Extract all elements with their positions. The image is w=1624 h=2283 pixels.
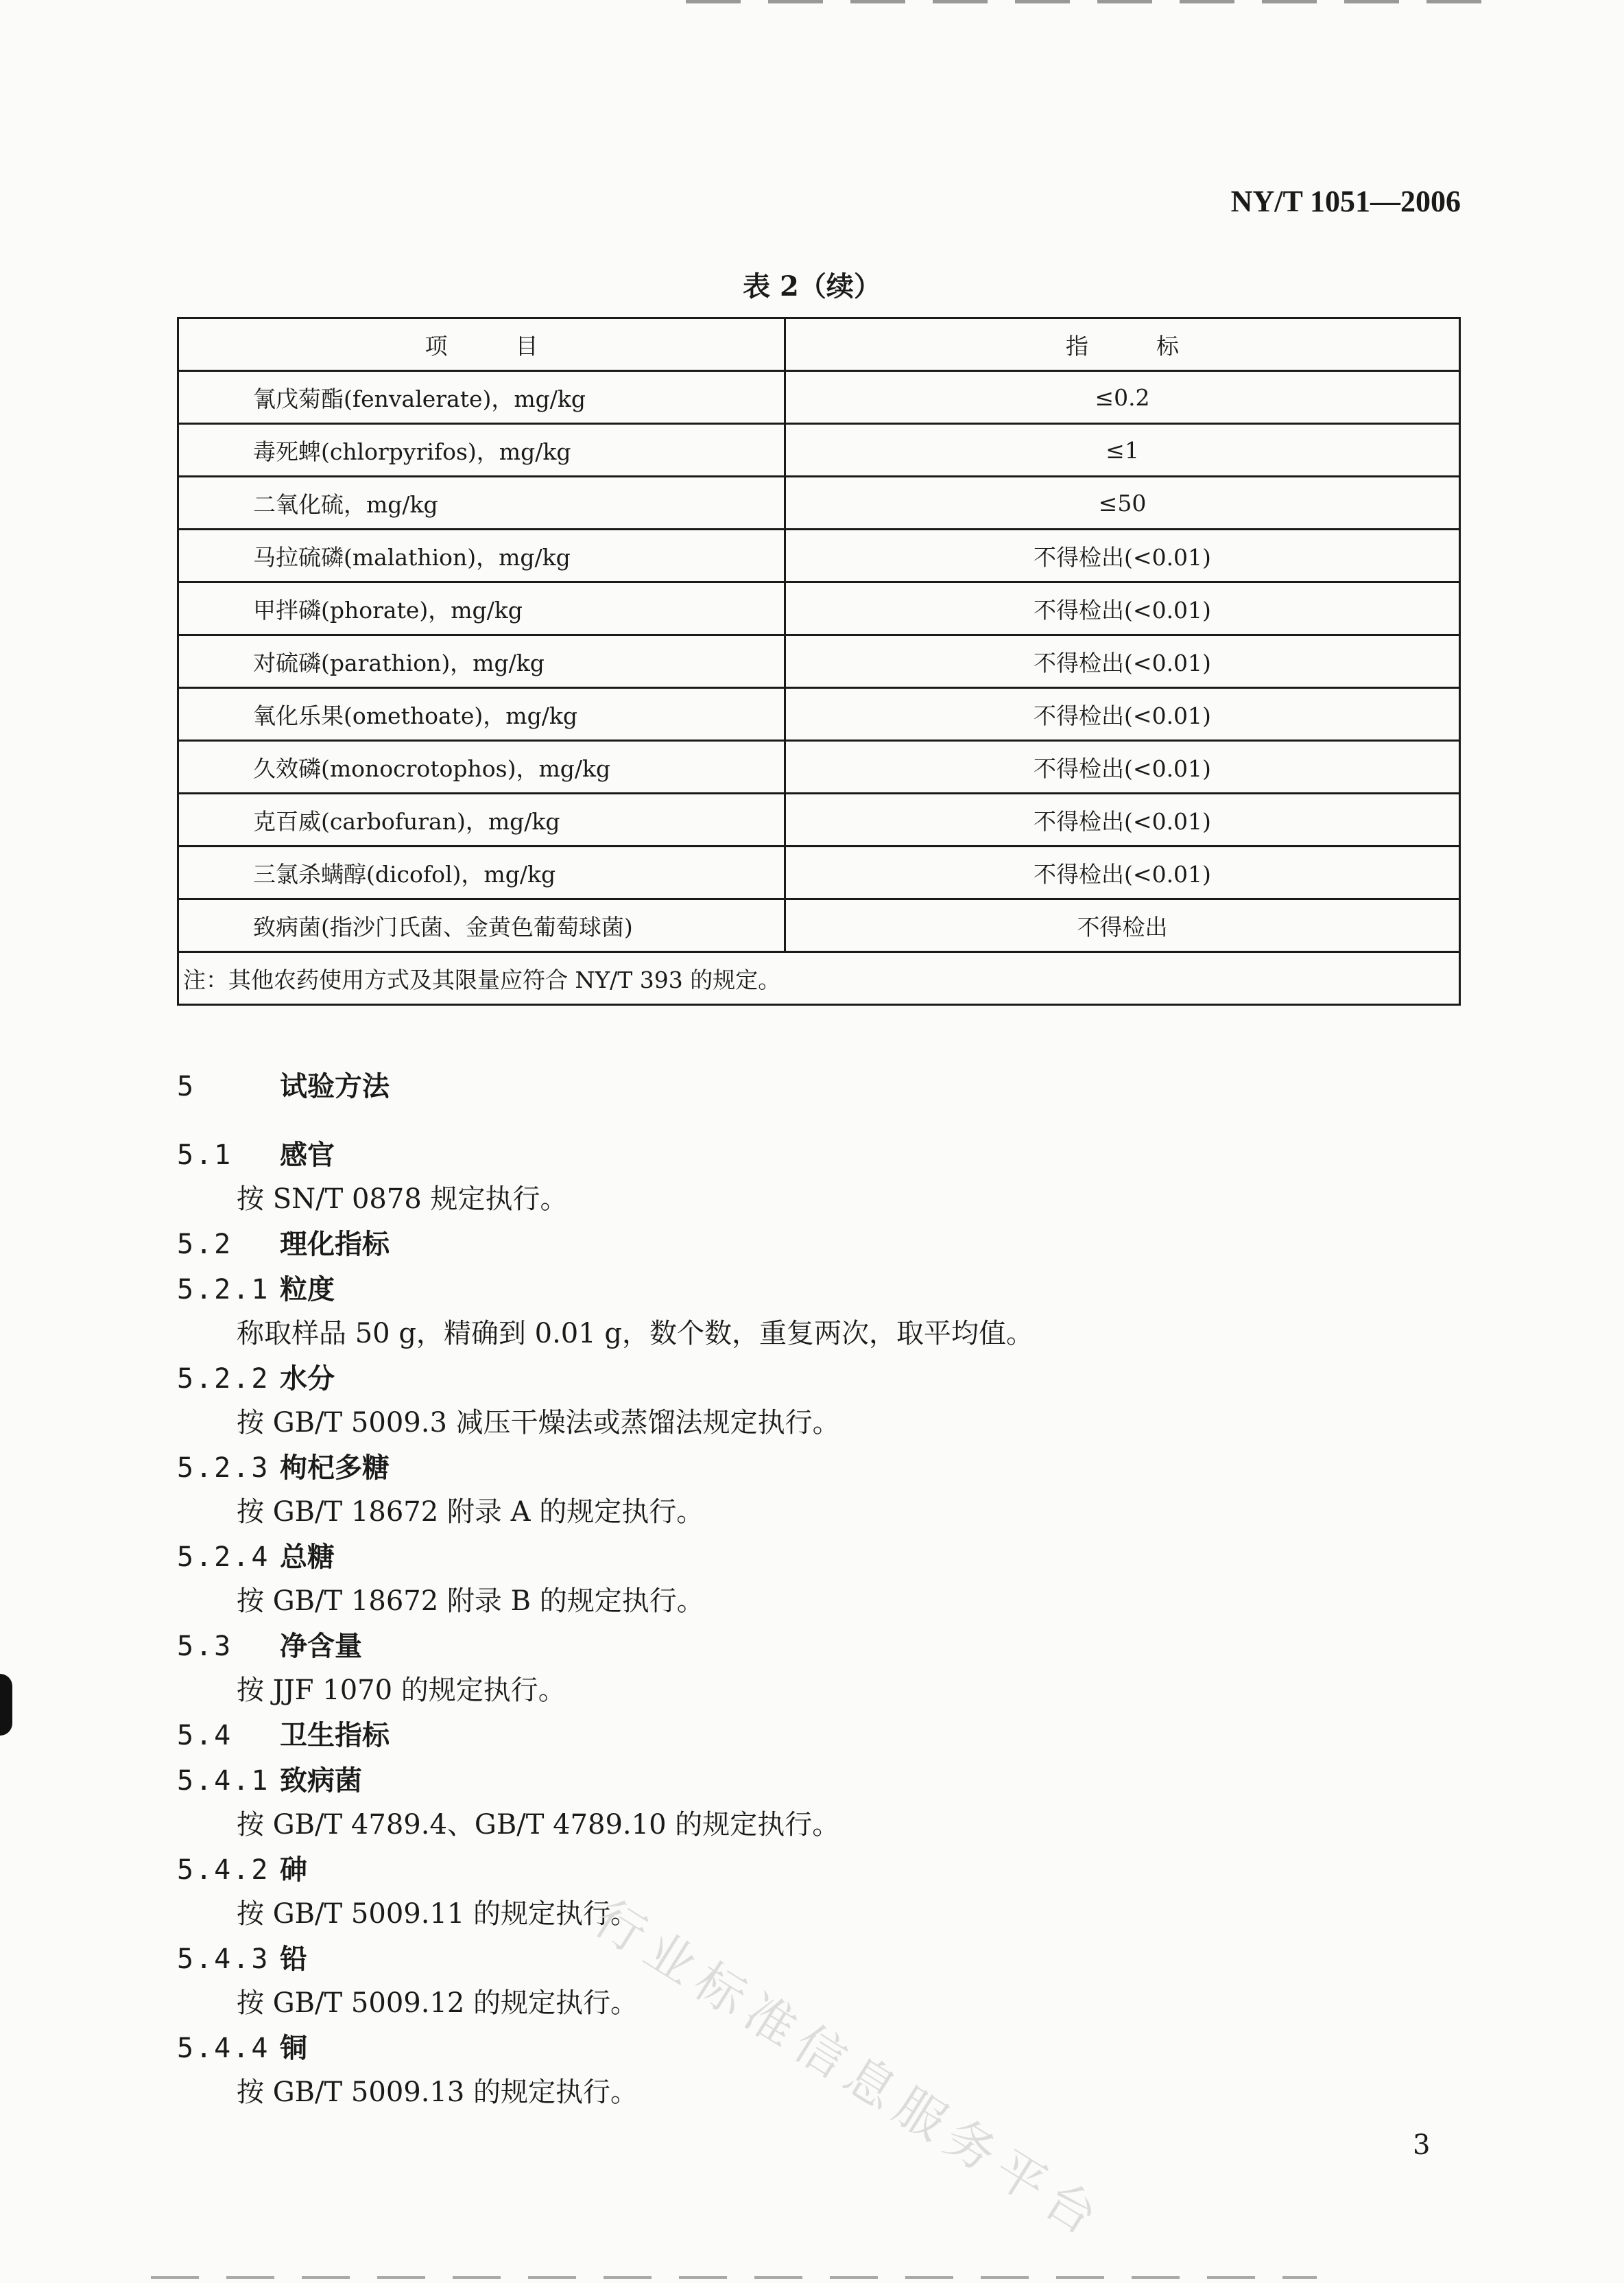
table-row (178, 582, 1460, 635)
value-cell: ≤1 (785, 424, 1460, 477)
value-cell: ≤0.2 (785, 371, 1460, 424)
scan-edge-top (686, 0, 1481, 3)
table-row (178, 371, 1460, 424)
page-number: 3 (1413, 2129, 1431, 2161)
section-title: 铅 (280, 1943, 307, 1975)
section-number: 5.2 (177, 1229, 233, 1260)
section-heading (177, 1357, 335, 1396)
item-cell: 三氯杀螨醇(dicofol)，mg/kg (178, 847, 785, 899)
section-title: 铜 (280, 2032, 307, 2064)
section-number: 5 (177, 1071, 196, 1102)
section-heading (177, 1268, 335, 1307)
section-number: 5.1 (177, 1139, 233, 1171)
section-heading (177, 1222, 390, 1262)
section-title: 试验方法 (280, 1070, 390, 1102)
table-row (178, 847, 1460, 899)
section-number: 5.2.1 (177, 1274, 270, 1305)
item-cell: 毒死蜱(chlorpyrifos)，mg/kg (178, 424, 785, 477)
section-heading (177, 1759, 362, 1798)
section-heading (177, 1848, 307, 1887)
value-cell: 不得检出(<0.01) (785, 741, 1460, 794)
value-cell: 不得检出(<0.01) (785, 530, 1460, 582)
section-text: 按 GB/T 18672 附录 B 的规定执行。 (237, 1585, 704, 1617)
section-title: 粒度 (280, 1273, 335, 1305)
value-cell: 不得检出(<0.01) (785, 635, 1460, 688)
section-number: 5.2.2 (177, 1363, 270, 1395)
item-cell: 克百威(carbofuran)，mg/kg (178, 794, 785, 847)
item-cell: 氧化乐果(omethoate)，mg/kg (178, 688, 785, 741)
item-cell: 久效磷(monocrotophos)，mg/kg (178, 741, 785, 794)
section-title: 枸杞多糖 (280, 1452, 390, 1484)
standard-number: NY/T 1051—2006 (1230, 185, 1461, 218)
table-title: 表 2（续） (743, 270, 881, 303)
item-cell: 马拉硫磷(malathion)，mg/kg (178, 530, 785, 582)
value-cell: 不得检出(<0.01) (785, 847, 1460, 899)
section-number: 5.2.4 (177, 1541, 270, 1573)
section-number: 5.4.4 (177, 2033, 270, 2064)
table-row (178, 741, 1460, 794)
section-heading (177, 1624, 362, 1664)
item-cell: 甲拌磷(phorate)，mg/kg (178, 582, 785, 635)
item-cell: 对硫磷(parathion)，mg/kg (178, 635, 785, 688)
spec-table (177, 317, 1461, 1006)
item-cell: 致病菌(指沙门氏菌、金黄色葡萄球菌) (178, 899, 785, 952)
watermark: 行业标准信息服务平台 (584, 1889, 1115, 2251)
header-index: 指 标 (785, 318, 1460, 371)
table-row (178, 530, 1460, 582)
section-text: 称取样品 50 g，精确到 0.01 g，数个数，重复两次，取平均值。 (237, 1318, 1034, 1349)
item-cell: 氰戊菊酯(fenvalerate)，mg/kg (178, 371, 785, 424)
section-title: 净含量 (280, 1630, 362, 1662)
section-heading (177, 1535, 335, 1574)
value-cell: ≤50 (785, 477, 1460, 530)
section-title: 水分 (280, 1362, 335, 1395)
section-heading (177, 2026, 307, 2066)
table-note-row (178, 952, 1460, 1005)
section-text: 按 SN/T 0878 规定执行。 (237, 1183, 568, 1215)
section-number: 5.3 (177, 1631, 233, 1662)
header-item: 项 目 (178, 318, 785, 371)
section-number: 5.4.1 (177, 1765, 270, 1797)
section-title: 总糖 (280, 1541, 335, 1573)
value-cell: 不得检出(<0.01) (785, 582, 1460, 635)
table-row (178, 794, 1460, 847)
section-title: 砷 (280, 1854, 307, 1886)
table-row (178, 635, 1460, 688)
table-row (178, 899, 1460, 952)
section-title: 感官 (280, 1139, 335, 1171)
section-title: 卫生指标 (280, 1719, 390, 1751)
section-number: 5.4.3 (177, 1943, 270, 1975)
value-cell: 不得检出(<0.01) (785, 794, 1460, 847)
section-text: 按 JJF 1070 的规定执行。 (237, 1675, 566, 1706)
section-heading (177, 1937, 307, 1976)
item-cell: 二氧化硫，mg/kg (178, 477, 785, 530)
value-cell: 不得检出 (785, 899, 1460, 952)
section-title: 理化指标 (280, 1228, 390, 1260)
section-text: 按 GB/T 5009.11 的规定执行。 (237, 1898, 638, 1930)
section-text: 按 GB/T 4789.4、GB/T 4789.10 的规定执行。 (237, 1809, 840, 1841)
section-number: 5.4.2 (177, 1854, 270, 1886)
section-text: 按 GB/T 18672 附录 A 的规定执行。 (237, 1496, 704, 1528)
section-heading (177, 1133, 335, 1172)
value-cell: 不得检出(<0.01) (785, 688, 1460, 741)
section-title: 致病菌 (280, 1764, 362, 1797)
section-text: 按 GB/T 5009.13 的规定执行。 (237, 2077, 638, 2108)
table-row (178, 424, 1460, 477)
section-text: 按 GB/T 5009.12 的规定执行。 (237, 1987, 638, 2019)
scan-blot (0, 1674, 12, 1736)
table-note: 注：其他农药使用方式及其限量应符合 NY/T 393 的规定。 (178, 952, 1460, 1005)
table-header-row (178, 318, 1460, 371)
section-number: 5.2.3 (177, 1452, 270, 1484)
section-text: 按 GB/T 5009.3 减压干燥法或蒸馏法规定执行。 (237, 1407, 840, 1439)
section-number: 5.4 (177, 1720, 233, 1751)
section-heading (177, 1714, 390, 1753)
section-heading (177, 1446, 390, 1485)
section-heading (177, 1065, 390, 1104)
scan-edge-bottom (151, 2276, 1317, 2279)
table-row (178, 477, 1460, 530)
table-row (178, 688, 1460, 741)
